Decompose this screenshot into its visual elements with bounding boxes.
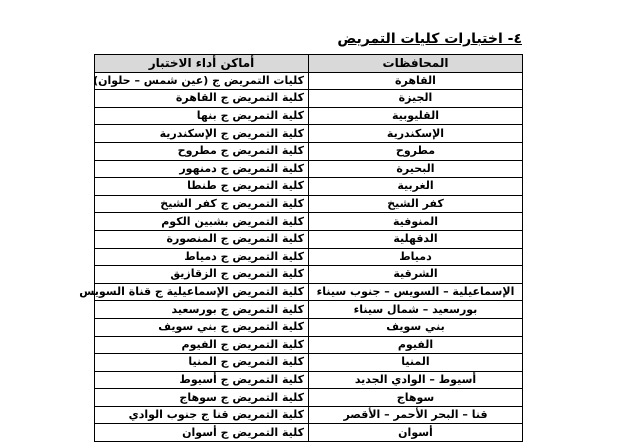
locations-header: أماكن أداء الاختبار bbox=[95, 55, 309, 73]
governorate-cell: بني سويف bbox=[309, 318, 523, 336]
governorate-cell: القليوبية bbox=[309, 107, 523, 125]
location-cell: كلية التمريض ج بورسعيد bbox=[95, 301, 309, 319]
location-cell: كلية التمريض ج الفيوم bbox=[95, 336, 309, 354]
governorate-cell: بورسعيد – شمال سيناء bbox=[309, 301, 523, 319]
location-cell: كلية التمريض ج بني سويف bbox=[95, 318, 309, 336]
governorate-cell: الفيوم bbox=[309, 336, 523, 354]
governorate-cell: سوهاج bbox=[309, 389, 523, 407]
governorate-cell: البحيرة bbox=[309, 160, 523, 178]
table-row bbox=[95, 230, 523, 248]
table-header-row bbox=[95, 55, 523, 73]
governorate-cell: الدقهلية bbox=[309, 230, 523, 248]
governorate-cell: الشرقية bbox=[309, 266, 523, 284]
section-heading: ٤- اختبارات كليات التمريض bbox=[337, 31, 522, 47]
table-row bbox=[95, 301, 523, 319]
governorate-cell: قنا – البحر الأحمر – الأقصر bbox=[309, 406, 523, 424]
location-cell: كلية التمريض ج الزقازيق bbox=[95, 266, 309, 284]
table-row bbox=[95, 142, 523, 160]
location-cell: كلية التمريض ج طنطا bbox=[95, 178, 309, 196]
table-row bbox=[95, 424, 523, 442]
governorate-cell: المنيا bbox=[309, 354, 523, 372]
location-cell: كلية التمريض ج الإسكندرية bbox=[95, 125, 309, 143]
governorate-cell: أسوان bbox=[309, 424, 523, 442]
location-cell: كلية التمريض ج سوهاج bbox=[95, 389, 309, 407]
location-cell: كلية التمريض قنا ج جنوب الوادي bbox=[95, 406, 309, 424]
governorate-cell: القاهرة bbox=[309, 72, 523, 90]
governorate-cell: الغربية bbox=[309, 178, 523, 196]
table-row bbox=[95, 266, 523, 284]
location-cell: كلية التمريض ج أسيوط bbox=[95, 371, 309, 389]
location-cell: كليات التمريض ج (عين شمس – حلوان) bbox=[95, 72, 309, 90]
governorate-cell: الإسكندرية bbox=[309, 125, 523, 143]
governorate-cell: أسيوط – الوادي الجديد bbox=[309, 371, 523, 389]
location-cell: كلية التمريض ج المنيا bbox=[95, 354, 309, 372]
exam-locations-table bbox=[79, 54, 523, 442]
table-row bbox=[95, 336, 523, 354]
location-cell: كلية التمريض ج كفر الشيخ bbox=[95, 195, 309, 213]
governorate-cell: المنوفية bbox=[309, 213, 523, 231]
table-row bbox=[95, 125, 523, 143]
table-row bbox=[95, 318, 523, 336]
governorate-cell: كفر الشيخ bbox=[309, 195, 523, 213]
table-row bbox=[95, 371, 523, 389]
governorate-cell: دمياط bbox=[309, 248, 523, 266]
governorate-cell: مطروح bbox=[309, 142, 523, 160]
table-row bbox=[95, 195, 523, 213]
location-cell: كلية التمريض ج القاهرة bbox=[95, 90, 309, 108]
table-row bbox=[95, 248, 523, 266]
location-cell: كلية التمريض ج بنها bbox=[95, 107, 309, 125]
location-cell: كلية التمريض الإسماعيلية ج قناة السويس bbox=[95, 283, 309, 301]
table-row bbox=[95, 283, 523, 301]
table-row bbox=[95, 406, 523, 424]
table-row bbox=[95, 107, 523, 125]
location-cell: كلية التمريض ج دمياط bbox=[95, 248, 309, 266]
location-cell: كلية التمريض ج دمنهور bbox=[95, 160, 309, 178]
table-row bbox=[95, 160, 523, 178]
table-row bbox=[95, 354, 523, 372]
governorate-cell: الجيزة bbox=[309, 90, 523, 108]
table-row bbox=[95, 213, 523, 231]
table-row bbox=[95, 178, 523, 196]
location-cell: كلية التمريض ج أسوان bbox=[95, 424, 309, 442]
table-row bbox=[95, 72, 523, 90]
governorates-header: المحافظات bbox=[309, 55, 523, 73]
location-cell: كلية التمريض ج المنصورة bbox=[95, 230, 309, 248]
table-row bbox=[95, 389, 523, 407]
location-cell: كلية التمريض ج مطروح bbox=[95, 142, 309, 160]
table-row bbox=[95, 90, 523, 108]
governorate-cell: الإسماعيلية – السويس – جنوب سيناء bbox=[309, 283, 523, 301]
location-cell: كلية التمريض بشبين الكوم bbox=[95, 213, 309, 231]
